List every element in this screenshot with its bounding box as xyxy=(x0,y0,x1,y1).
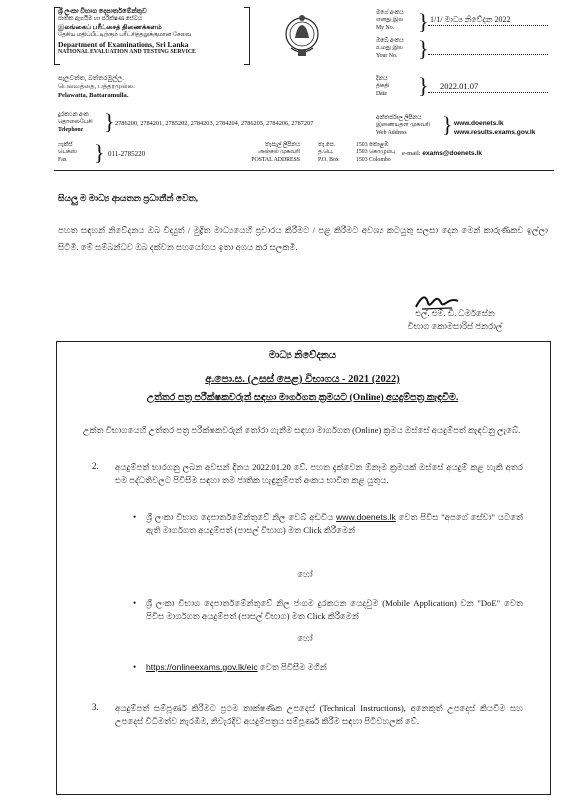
date-brace: } xyxy=(418,73,429,98)
date-label-ta: திகதி xyxy=(376,83,390,90)
address-ta: பெலவத்தை, பத்தரமுல்ல. xyxy=(58,83,135,91)
postal-label-si: තැපැල් ලිපිනය xyxy=(265,142,300,148)
date-underline xyxy=(428,92,548,93)
notice-para-1: උක්ත විභාගයෙහි උත්තර පත්‍ර පරීක්ෂකවරුන් තෝරා ගැනීම සඳහා මාර්ගගත (Online) ක්‍රමය ඔස්සේ අයදුම්පත් කැඳවනු ලැබේ. xyxy=(83,425,521,435)
web-link-results[interactable]: www.results.exams.gov.lk xyxy=(454,129,536,136)
web-label-si: අන්තර්ජාල ලිපිනය xyxy=(376,115,422,121)
my-no-underline xyxy=(428,25,548,26)
date-label-si: දිනය xyxy=(376,76,388,82)
option-website-text-pre: ශ්‍රී ලංකා විභාග දෙපාර්තමේන්තුවේ නිල වෙබ් අඩවිය xyxy=(146,512,334,522)
date-label xyxy=(376,76,421,98)
email-row xyxy=(402,150,482,157)
web-brace: } xyxy=(442,112,453,137)
option-mobile-app: ශ්‍රී ලංකා විභාග දෙපාර්තමේන්තුවේ නිල ජංගම දුරකථන යෙදවුම (Mobile Application) වන "DoE" වෙත පිවිස මාර්ගගත අයදුම්පත් (පාසල් විභාග) මත Click කිරීමෙන් xyxy=(146,598,523,621)
dept-name-ta: இலங்கைப் பரீட்சைத் திணைக்களம் xyxy=(58,23,162,31)
telephone-brace: } xyxy=(104,109,115,134)
telephone-label-si: දුරකථන අංක xyxy=(58,112,89,118)
your-no-label-ta: உமது இல xyxy=(376,45,403,52)
my-no-value: 1/1/ මාධ්‍ය නිවේදන 2022 xyxy=(430,15,511,24)
my-no-label xyxy=(376,10,421,32)
fax-brace: } xyxy=(94,140,105,165)
my-no-label-ta: எனது இல xyxy=(376,17,404,24)
fax-label-ta: பெக்ஸ் xyxy=(58,149,77,156)
fax-label-en: Fax xyxy=(58,156,67,163)
national-emblem-icon xyxy=(283,12,321,60)
telephone-value: 2786200, 2784201, 2785202, 2784203, 2784204, 2786205, 2784206, 2787207 xyxy=(115,120,314,127)
postal-label-en: POSTAL ADDRESS xyxy=(251,156,300,163)
postal-city-ta: 1503 கொழும்பு xyxy=(356,149,396,156)
dept-service-si: ජාතික ඇගයීම හා පරීක්ෂණ සේවය xyxy=(58,16,143,23)
email-value[interactable]: exams@doenets.lk xyxy=(422,150,482,157)
web-label-ta: இணையதள முகவரி xyxy=(376,122,430,129)
telephone-label-en: Telephone xyxy=(58,126,84,133)
web-label-en: Web Address xyxy=(376,129,407,136)
dept-name-si: ශ්‍රී ලංකා විභාග දෙපාර්තමේන්තුව xyxy=(58,8,147,15)
email-label: e-mail: xyxy=(402,150,421,157)
notice-para-3: අයදුම්පත් සම්පූර්ණ කිරීමට ප්‍රථම තාක්ෂණික උපදෙස් (Technical Instructions), අනෙකුත් උපදෙස් කියවීම සහ උපදෙස් විධිමත්ව නැරඹීම, නිවැරදිව අයදුම්පත්‍රය සම්පූර්ණ කිරීම සඳහා පිටිවහලක් වේ. xyxy=(115,703,523,726)
fax-value: 011-2785220 xyxy=(108,150,146,158)
onlineexams-link[interactable]: https://onlineexams.gov.lk/eic xyxy=(146,662,258,672)
fax-label-si: ෆැක්ස් xyxy=(58,142,73,148)
notice-para-3-number: 3. xyxy=(92,702,99,712)
my-no-label-si: මගේ අංකය xyxy=(376,10,404,16)
notice-para-2-number: 2. xyxy=(92,461,99,471)
my-no-label-en: My No. xyxy=(376,24,395,31)
bracket-right xyxy=(244,7,250,65)
department-name-block xyxy=(58,8,253,56)
postal-city-en: 1503 Colombo xyxy=(356,156,391,163)
postal-label xyxy=(228,142,300,164)
notice-title: මාධ්‍ය නිවේදනය xyxy=(268,350,337,361)
telephone-label-ta: தொலைபேசி xyxy=(58,119,93,126)
doenets-link[interactable]: www.doenets.lk xyxy=(336,512,396,522)
or-separator-2: හෝ xyxy=(297,633,313,643)
postal-city-si: 1503 කොළඹ xyxy=(356,142,389,148)
notice-subtitle-exam: අ.පො.ස. (උසස් පෙළ) විභාගය - 2021 (2022) xyxy=(205,374,400,385)
telephone-label xyxy=(58,112,108,134)
address-si: පැලවත්ත, බත්තරමුල්ල. xyxy=(58,75,124,82)
address-en: Pelawatta, Battaramulla. xyxy=(58,91,129,99)
address-block xyxy=(58,75,208,100)
date-value: 2022.01.07 xyxy=(440,81,479,91)
option-website xyxy=(146,511,523,537)
your-no-label-en: Your No. xyxy=(376,52,398,59)
your-no-brace: } xyxy=(418,36,429,61)
postal-box-col xyxy=(318,142,358,164)
bullet-dot-1: • xyxy=(133,512,137,522)
bullet-dot-3: • xyxy=(133,662,137,672)
bullet-dot-2: • xyxy=(133,598,137,608)
signatory-name: එල්. එම්. ඩී. ධර්මසේන xyxy=(415,308,495,318)
my-no-brace: } xyxy=(418,9,429,34)
your-no-label-si: ඔබේ අංකය xyxy=(376,38,404,44)
postal-box-ta: த.பெ. xyxy=(318,149,334,156)
web-link-doenets[interactable]: www.doenets.lk xyxy=(454,120,504,127)
postal-label-ta: அஞ்சல் முகவரி xyxy=(257,149,300,156)
dept-service-en: NATIONAL EVALUATION AND TESTING SERVICE xyxy=(58,48,196,55)
option-onlineexams xyxy=(146,661,523,674)
your-no-label xyxy=(376,38,421,60)
header-divider xyxy=(54,170,554,171)
dept-service-ta: தேசிய மதிப்பீட்டிற்கும் பரீட்சித்தலுக்குமான சேவை xyxy=(58,32,192,39)
option-website-text-post: වෙත පිවිස "අපගේ සේවා" යටතේ ඇති මාර්ගගත අයදුම්පත් (පාසල් විභාග) මත Click කිරීමෙන් xyxy=(146,512,523,535)
postal-box-en: P.O. Box xyxy=(318,156,339,163)
salutation: සියලු ම මාධ්‍ය ආයතන ප්‍රධානීන් වෙත, xyxy=(58,193,198,203)
option-onlineexams-text: වෙත පිවිසීම මගින් xyxy=(259,662,327,672)
bracket-left xyxy=(54,7,60,65)
notice-subtitle-topic: උත්තර පත්‍ර පරීක්ෂකවරුන් සඳහා මාර්ගගත ක්‍රමයට (Online) අයදුම්පත්‍ර කැඳවීම. xyxy=(146,392,459,403)
your-no-underline xyxy=(428,54,548,55)
date-label-en: Date xyxy=(376,90,387,97)
web-value xyxy=(454,119,535,137)
letter-body: පහත සඳහන් නිවේදනය ඔබ විද්‍යුත් / මුද්‍රිත මාධ්‍යයෙහි ප්‍රචාරය කිරීමට / පළ කිරීමට අවශ්‍ය කටයුතු සලසා දෙන මෙන් කාරුණිකව ඉල්ලා සිටිමි. මේ සම්බන්ධව ඔබ දක්වන සහයෝගය ඉතා අගය කර සලකමි. xyxy=(58,225,548,252)
signatory-title: විභාග කොමසාරිස් ජනරාල් xyxy=(407,321,503,331)
dept-name-en: Department of Examinations, Sri Lanka xyxy=(58,39,189,49)
or-separator-1: හෝ xyxy=(297,569,313,579)
postal-box-si: තැ.පෙ. xyxy=(318,142,336,148)
web-label xyxy=(376,115,444,137)
notice-para-2: අයදුම්පත් භාරගනු ලබන අවසන් දිනය 2022.01.20 වේ. පහත දැක්වෙන ඕනෑම ක්‍රමයක් ඔස්සේ අයදුම් කළ හැකි අතර එම පද්ධතිවලට පිවිසීම සඳහා තම ජාතික හැඳුනුම්පත් අංකය භාවිත කළ යුතුය. xyxy=(115,462,523,485)
